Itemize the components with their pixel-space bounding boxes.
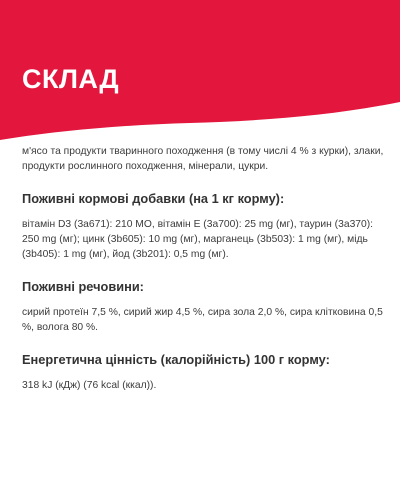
energy-text: 318 kJ (кДж) (76 kcal (ккал)). (22, 380, 157, 391)
nutrients-heading: Поживні речовини: (22, 279, 144, 294)
header-banner (0, 0, 400, 160)
composition-text: м'ясо та продукти тваринного походження (в тому числі 4 % з курки), злаки, продукти рослинного походження, мінерали, цукри. (22, 146, 384, 172)
ingredients-content (22, 144, 384, 393)
nutrients-text: сирий протеїн 7,5 %, сирий жир 4,5 %, сира зола 2,0 %, сира клітковина 0,5 %, волога 80 %. (22, 307, 383, 333)
energy-heading: Енергетична цінність (калорійність) 100 г корму: (22, 352, 330, 367)
page-title: СКЛАД (22, 64, 120, 94)
additives-heading: Поживні кормові добавки (на 1 кг корму): (22, 191, 285, 206)
additives-text: вітамін D3 (3а671): 210 МО, вітамін Е (3а700): 25 mg (мг), таурин (3а370): 250 mg (мг); цинк (3b605): 10 mg (мг), марганець (3b503): 1 mg (мг), мідь (3b405): 1 mg (мг), йод (3b201): 0,5 mg (мг). (22, 219, 374, 260)
